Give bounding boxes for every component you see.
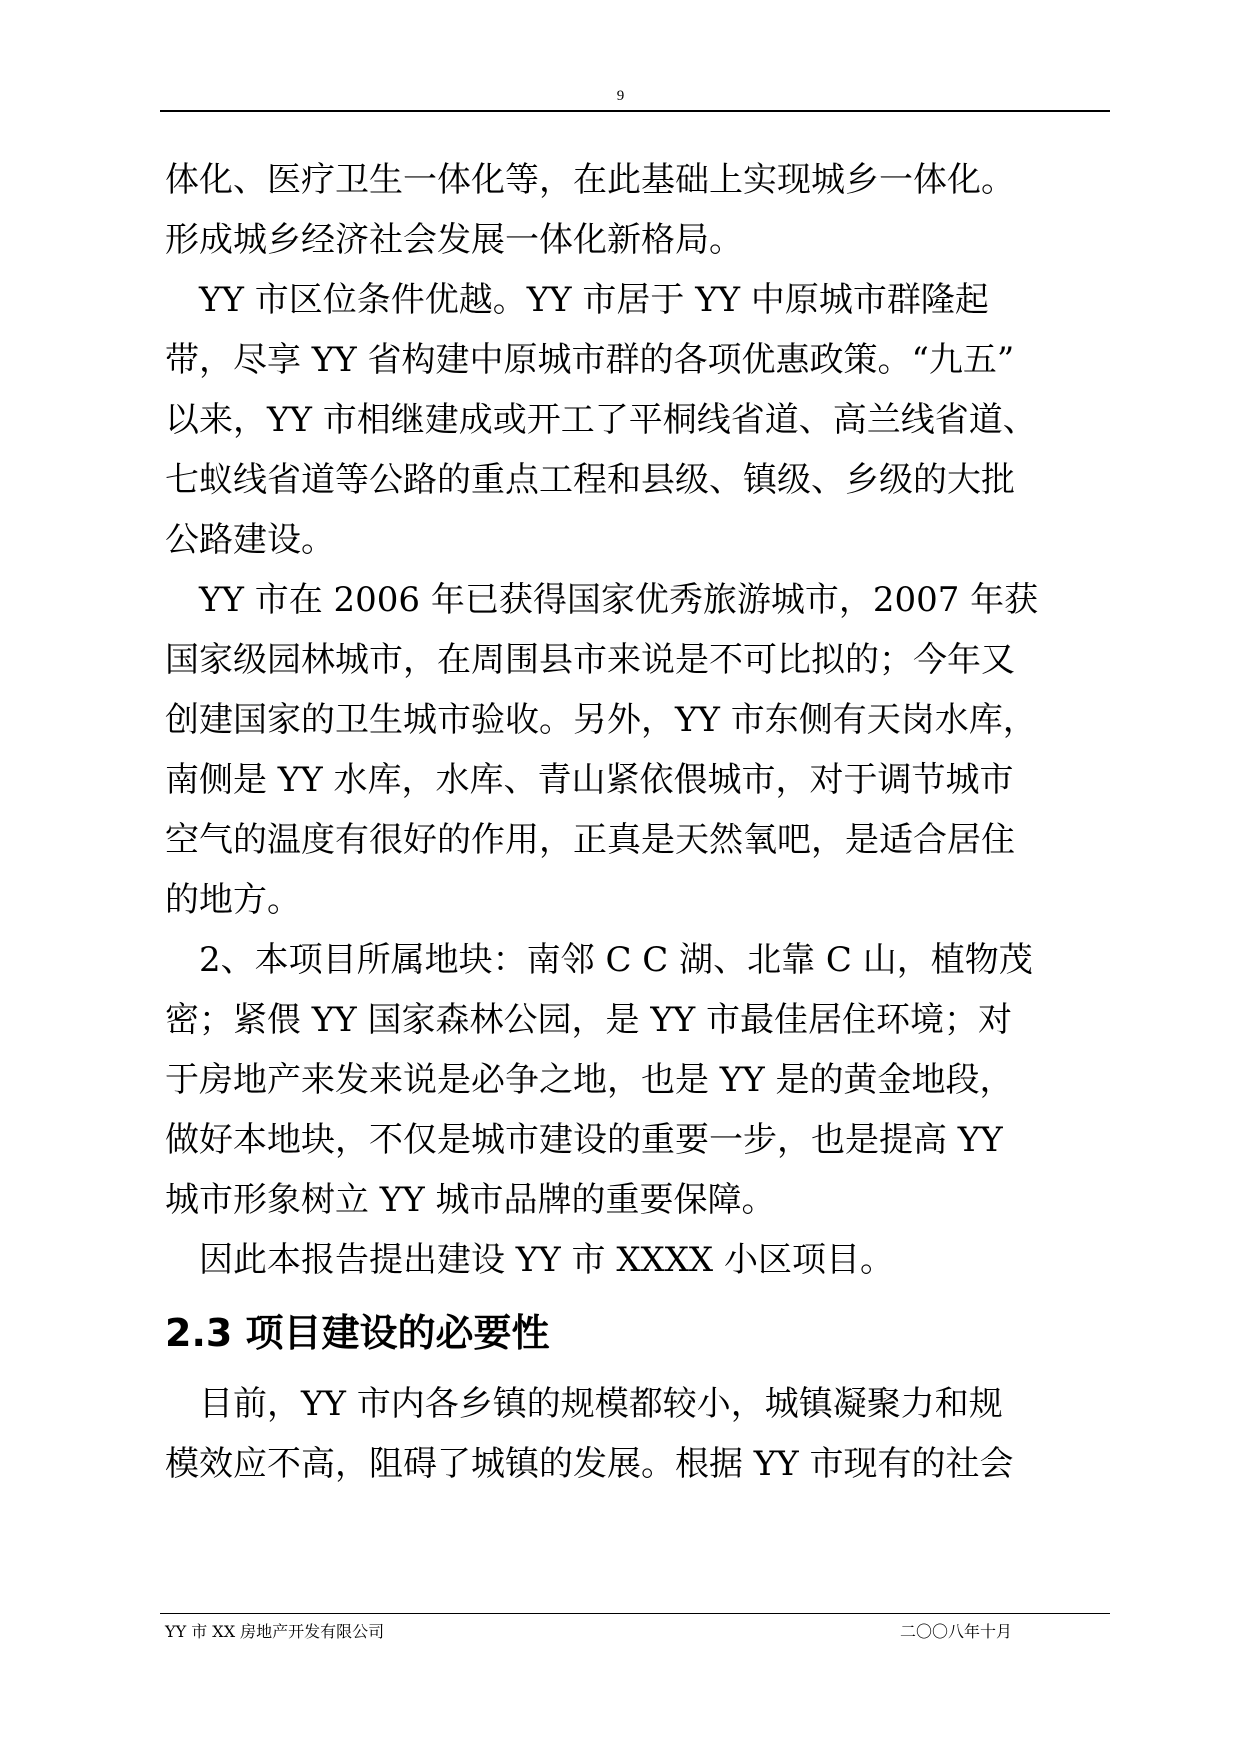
body-line: 以来，YY 市相继建成或开工了平桐线省道、高兰线省道、 — [165, 400, 1037, 440]
body-line: 形成城乡经济社会发展一体化新格局。 — [165, 220, 743, 260]
body-line: 南侧是 YY 水库，水库、青山紧依偎城市，对于调节城市 — [165, 760, 1014, 800]
body-line: 体化、医疗卫生一体化等，在此基础上实现城乡一体化。 — [165, 160, 1015, 200]
body-line: 空气的温度有很好的作用，正真是天然氧吧，是适合居住 — [165, 820, 1015, 860]
body-line: 创建国家的卫生城市验收。另外，YY 市东侧有天岗水库， — [165, 700, 1037, 740]
body-line: 模效应不高，阻碍了城镇的发展。根据 YY 市现有的社会 — [165, 1444, 1014, 1484]
body-line: 因此本报告提出建设 YY 市 XXXX 小区项目。 — [165, 1240, 894, 1280]
body-line: 2、本项目所属地块：南邻 C C 湖、北靠 C 山，植物茂 — [165, 940, 1033, 980]
header-rule — [160, 110, 1110, 112]
body-line: YY 市区位条件优越。YY 市居于 YY 中原城市群隆起 — [165, 280, 989, 320]
page-number: 9 — [616, 88, 625, 104]
body-line: 七蚁线省道等公路的重点工程和县级、镇级、乡级的大批 — [165, 460, 1015, 500]
body-line: 的地方。 — [165, 880, 301, 920]
body-line: 公路建设。 — [165, 520, 335, 560]
body-line: 带，尽享 YY 省构建中原城市群的各项优惠政策。“九五” — [165, 340, 1015, 380]
body-line: 密；紧偎 YY 国家森林公园，是 YY 市最佳居住环境；对 — [165, 1000, 1013, 1040]
body-line: YY 市在 2006 年已获得国家优秀旅游城市，2007 年获 — [165, 580, 1039, 620]
footer-company: YY 市 XX 房地产开发有限公司 — [165, 1622, 385, 1641]
body-line: 做好本地块，不仅是城市建设的重要一步，也是提高 YY — [165, 1120, 1003, 1160]
body-line: 城市形象树立 YY 城市品牌的重要保障。 — [165, 1180, 776, 1220]
body-text — [165, 150, 1110, 1494]
section-heading: 2.3 项目建设的必要性 — [165, 1311, 550, 1355]
footer-rule — [160, 1613, 1110, 1614]
body-line: 国家级园林城市，在周围县市来说是不可比拟的；今年又 — [165, 640, 1015, 680]
footer-date: 二〇〇八年十月 — [900, 1622, 1013, 1641]
body-line: 目前，YY 市内各乡镇的规模都较小，城镇凝聚力和规 — [165, 1384, 1003, 1424]
body-line: 于房地产来发来说是必争之地，也是 YY 是的黄金地段， — [165, 1060, 1014, 1100]
